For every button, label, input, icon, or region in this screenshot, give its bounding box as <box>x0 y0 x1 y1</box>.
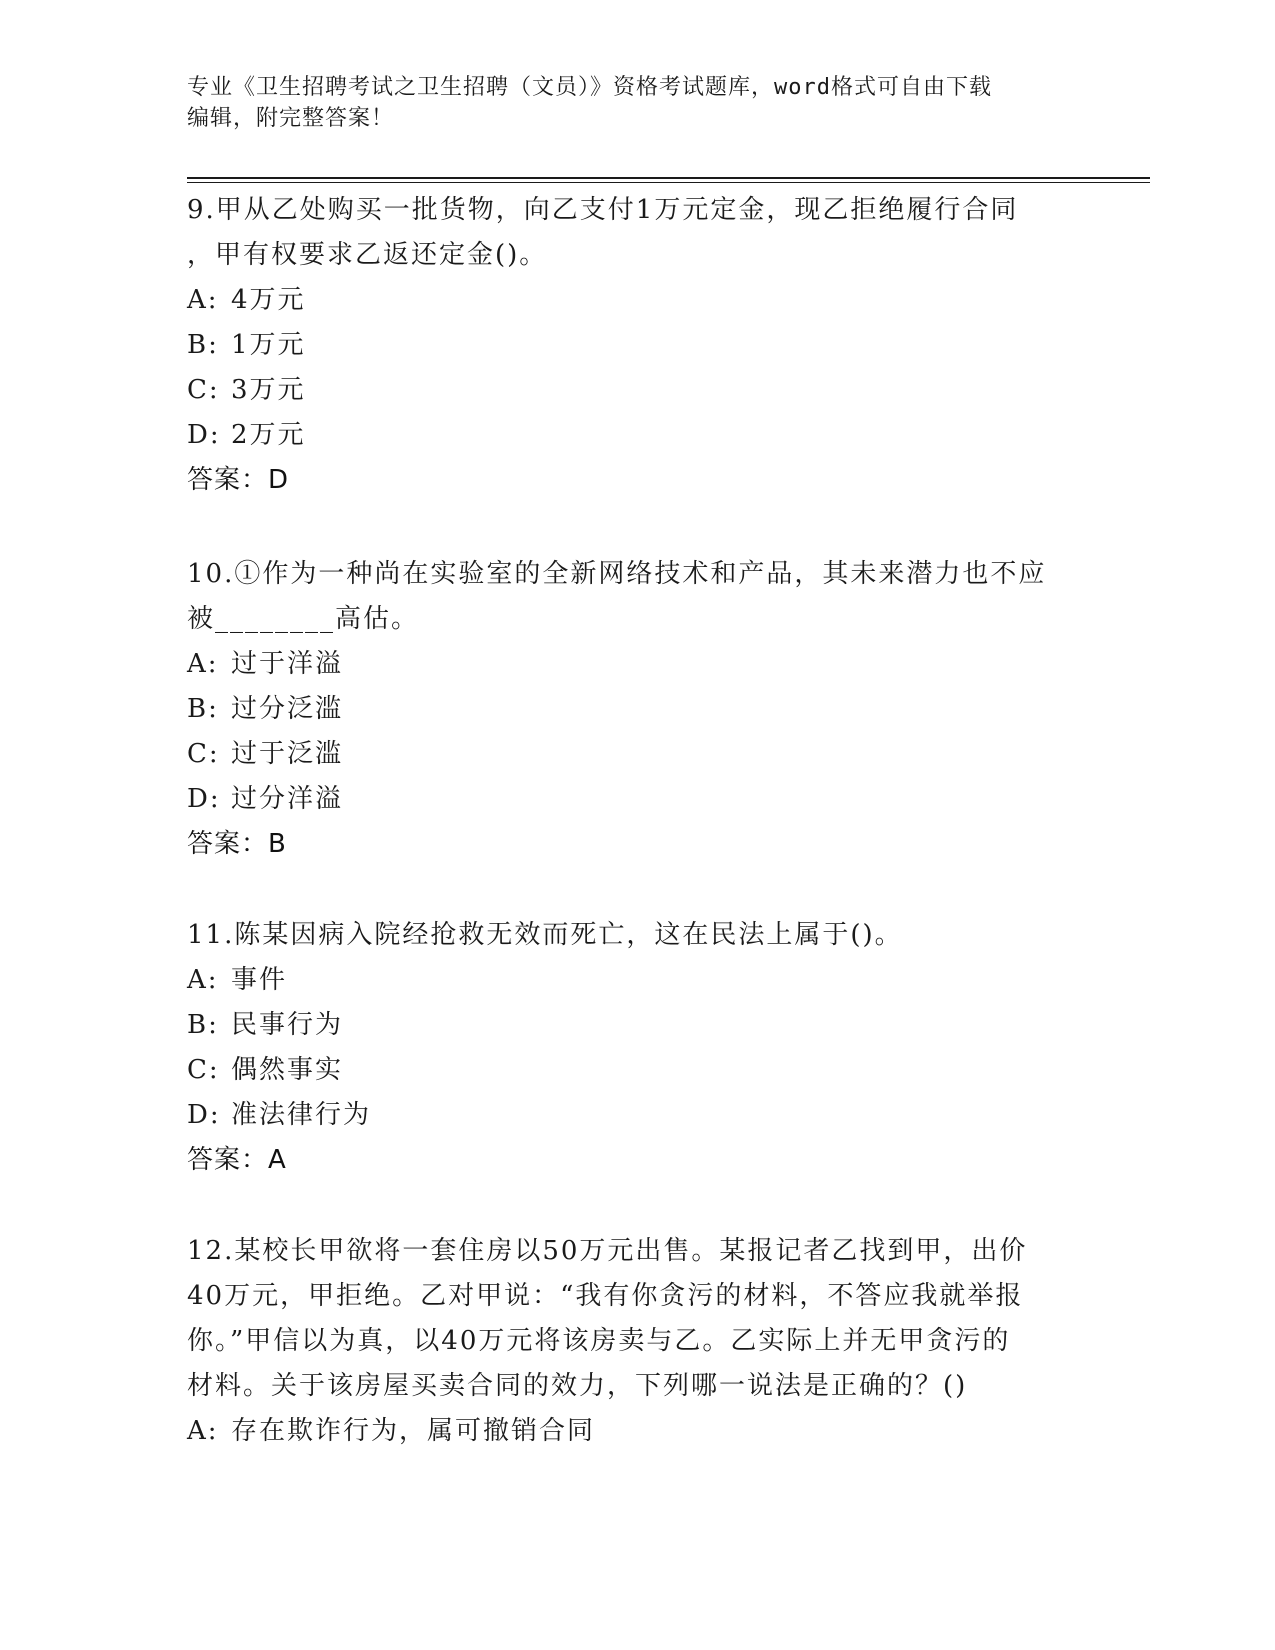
answer: 答案：D <box>187 465 290 495</box>
question-9 <box>187 188 1087 503</box>
option-a <box>187 958 1087 1003</box>
question-text-line: 40万元，甲拒绝。乙对甲说：“我有你贪污的材料，不答应我就举报 <box>187 1281 1024 1311</box>
option-a <box>187 1409 1087 1454</box>
option-text: 过于洋溢 <box>231 649 344 679</box>
question-text-line: 被________高估。 <box>187 604 420 634</box>
option-label: C: <box>187 739 220 769</box>
answer: 答案：B <box>187 829 287 859</box>
option-label: B: <box>187 694 219 724</box>
option-label: C: <box>187 1055 220 1085</box>
question-text-line: 9.甲从乙处购买一批货物，向乙支付1万元定金，现乙拒绝履行合同 <box>187 195 1019 225</box>
option-text: 过分泛滥 <box>231 694 344 724</box>
header-divider-thin <box>187 182 1150 183</box>
option-label: D: <box>187 420 221 450</box>
option-d <box>187 413 1087 458</box>
option-b <box>187 1003 1087 1048</box>
question-12 <box>187 1229 1087 1454</box>
option-d <box>187 1093 1087 1138</box>
option-label: D: <box>187 784 221 814</box>
document-header <box>187 72 1087 134</box>
question-text-line: 材料。关于该房屋买卖合同的效力，下列哪一说法是正确的？() <box>187 1371 968 1401</box>
option-d <box>187 777 1087 822</box>
option-text: 存在欺诈行为，属可撤销合同 <box>231 1416 596 1446</box>
answer: 答案：A <box>187 1145 287 1175</box>
option-b <box>187 323 1087 368</box>
question-text-line: 10.①作为一种尚在实验室的全新网络技术和产品，其未来潜力也不应 <box>187 559 1047 589</box>
option-label: B: <box>187 330 219 360</box>
option-c <box>187 732 1087 777</box>
option-text: 准法律行为 <box>231 1100 372 1130</box>
option-c <box>187 1048 1087 1093</box>
question-text-line: 12.某校长甲欲将一套住房以50万元出售。某报记者乙找到甲，出价 <box>187 1236 1028 1266</box>
option-text: 偶然事实 <box>231 1055 344 1085</box>
question-text-line: 11.陈某因病入院经抢救无效而死亡，这在民法上属于()。 <box>187 920 903 950</box>
header-divider-thick <box>187 177 1150 179</box>
option-label: A: <box>187 285 219 315</box>
option-text: 过分洋溢 <box>231 784 344 814</box>
option-text: 2万元 <box>231 420 306 450</box>
option-c <box>187 368 1087 413</box>
option-label: A: <box>187 1416 219 1446</box>
option-b <box>187 687 1087 732</box>
option-label: C: <box>187 375 220 405</box>
option-text: 民事行为 <box>231 1010 344 1040</box>
question-10 <box>187 552 1087 867</box>
option-text: 3万元 <box>231 375 306 405</box>
header-line-1: 专业《卫生招聘考试之卫生招聘（文员）》资格考试题库，word格式可自由下载 <box>187 75 992 100</box>
option-text: 1万元 <box>231 330 306 360</box>
option-a <box>187 642 1087 687</box>
option-label: A: <box>187 965 219 995</box>
question-text-line: ，甲有权要求乙返还定金()。 <box>187 240 548 270</box>
option-text: 过于泛滥 <box>231 739 344 769</box>
option-text: 4万元 <box>231 285 306 315</box>
option-text: 事件 <box>231 965 288 995</box>
option-label: D: <box>187 1100 221 1130</box>
question-text-line: 你。”甲信以为真，以40万元将该房卖与乙。乙实际上并无甲贪污的 <box>187 1326 1011 1356</box>
option-label: A: <box>187 649 219 679</box>
header-line-2: 编辑，附完整答案！ <box>187 106 395 131</box>
question-11 <box>187 913 1087 1183</box>
option-label: B: <box>187 1010 219 1040</box>
option-a <box>187 278 1087 323</box>
